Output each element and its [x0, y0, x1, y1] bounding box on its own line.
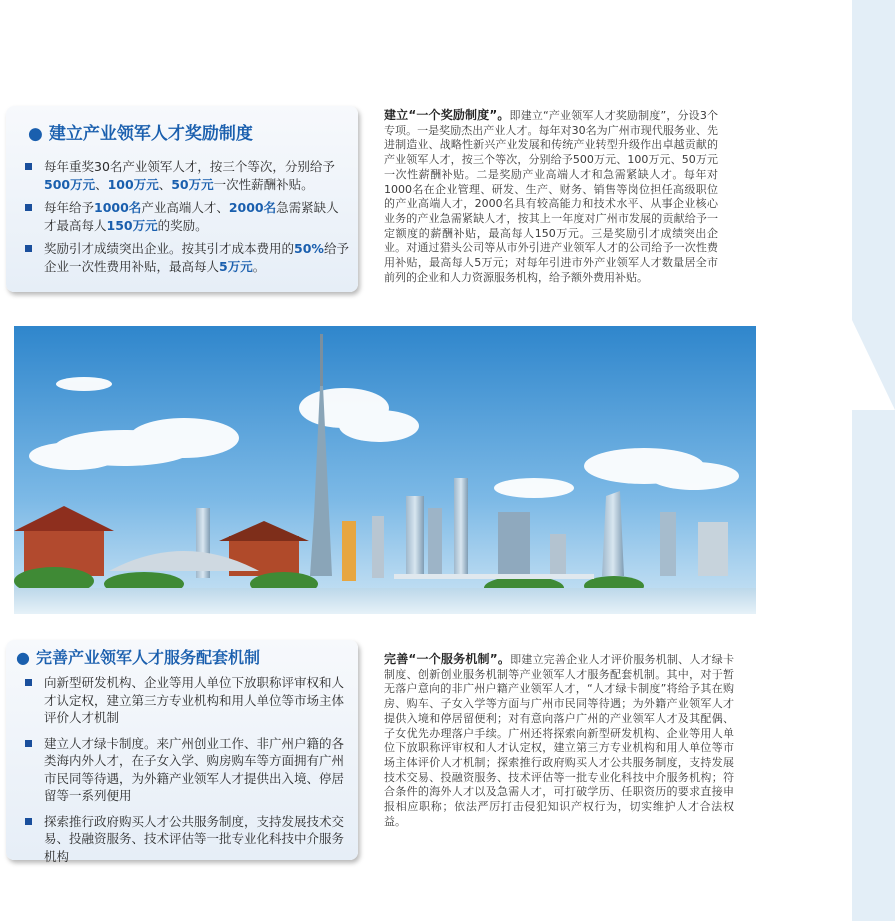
- square-bullet-icon: [25, 163, 32, 170]
- square-bullet-icon: [25, 818, 32, 825]
- card-title: ● 完善产业领军人才服务配套机制: [16, 648, 260, 667]
- bullet-item: [22, 158, 350, 194]
- highlight-text: 100万元: [107, 177, 159, 192]
- highlight-text: 5万元: [219, 259, 253, 274]
- square-bullet-icon: [25, 204, 32, 211]
- bullet-text: 急需紧缺人才最高每人: [44, 200, 339, 233]
- bullet-item: [22, 199, 350, 235]
- bullet-text: 一次性薪酬补贴。: [213, 177, 314, 192]
- square-bullet-icon: [25, 740, 32, 747]
- bullet-text: 、: [95, 177, 108, 192]
- reward-system-paragraph: [384, 108, 718, 285]
- square-bullet-icon: [25, 245, 32, 252]
- paragraph-lead: 建立“一个奖励制度”。: [384, 108, 510, 122]
- bullet-text: 。: [252, 259, 266, 274]
- card-title: ● 建立产业领军人才奖励制度: [28, 124, 253, 144]
- reward-bullet-list: [22, 158, 350, 281]
- bullet-text: 、: [158, 177, 172, 192]
- paragraph-body: 即建立“产业领军人才奖励制度”，分设3个专项。一是奖励杰出产业人才。每年对30名为广州市现代服务业、先进制造业、战略性新兴产业发展和传统产业转型升级作出卓越贡献的产业领军人才，按三个等次，分别给予500万元、100万元、50万元一次性薪酬补贴。二是奖励产业高端人才和急需紧缺人才。每年对1000名在企业管理、研发、生产、财务、销售等岗位担任高级职位的产业高端人才，2000名具有较高能力和技术水平、从事企业核心业务的产业急需紧缺人才，按其上一年度对广州市发展的贡献给予一定额度的薪酬补贴，最高每人150万元。三是奖励引才成绩突出企业。对通过猎头公司等从市外引进产业领军人才的公司给予一次性费用补贴，最高每人5万元；对每年引进市外产业领军人才数量居全市前列的企业和人力资源服务机构，给予额外费用补贴。: [384, 109, 718, 284]
- bullet-text: 探索推行政府购买人才公共服务制度，支持发展技术交易、投融资服务、技术评估等一批专业化科技中介服务机构: [44, 813, 345, 864]
- guangzhou-skyline-image: [14, 326, 756, 614]
- service-mechanism-paragraph: [384, 652, 734, 829]
- bullet-item: [22, 674, 350, 727]
- highlight-text: 1000名: [94, 200, 142, 215]
- bullet-item: [22, 813, 350, 866]
- bullet-text: 产业高端人才、: [141, 200, 229, 215]
- service-bullet-list: [22, 674, 350, 873]
- bullet-dot-icon: ●: [16, 648, 30, 667]
- reward-system-card: [6, 106, 358, 292]
- bullet-text: 建立人才绿卡制度。来广州创业工作、非广州户籍的各类海内外人才，在子女入学、购房购车等方面拥有广州市民同等待遇，为外籍产业领军人才提供出入境、停居留等一系列便用: [44, 735, 345, 803]
- highlight-text: 50%: [294, 241, 324, 256]
- bullet-text: 向新型研发机构、企业等用人单位下放职称评审权和人才认定权，建立第三方专业机构和用人单位等市场主体评价人才机制: [44, 675, 345, 725]
- bullet-text: 给予企业一次性费用补贴，最高每人: [44, 241, 349, 274]
- highlight-text: 150万元: [106, 218, 158, 233]
- bullet-dot-icon: ●: [28, 124, 43, 144]
- square-bullet-icon: [25, 679, 32, 686]
- bullet-text: 的奖励。: [157, 218, 208, 233]
- bullet-item: [22, 735, 350, 805]
- decorative-corner-cut: [852, 320, 895, 410]
- paragraph-body: 即建立完善企业人才评价服务机制、人才绿卡制度、创新创业服务机制等产业领军人才服务配套机制。其中，对于暂无落户意向的非广州户籍产业领军人才，“人才绿卡制度”将给予其在购房、购车、子女入学等方面与广州市民同等待遇；为外籍产业领军人才提供入境和停居留便利；对有意向落户广州的产业领军人才及其配偶、子女优先办理落户手续。广州还将探索向新型研发机构、企业等用人单位下放职称评审权和人才认定权，建立第三方专业机构和用人单位等市场主体评价人才机制；探索推行政府购买人才公共服务制度，支持发展技术交易、投融资服务、技术评估等一批专业化科技中介服务机构；符合条件的海外人才以及急需人才，可打破学历、任职资历的要求直接申报相应职称；依法严厉打击侵犯知识产权行为，切实维护人才合法权益。: [384, 653, 734, 828]
- highlight-text: 2000名: [228, 200, 277, 215]
- service-mechanism-card: [6, 640, 358, 864]
- highlight-text: 50万元: [171, 177, 214, 192]
- decorative-side-strip: [852, 0, 895, 921]
- paragraph-lead: 完善“一个服务机制”。: [384, 652, 511, 666]
- bullet-text: 每年给予: [44, 200, 95, 215]
- highlight-text: 500万元: [44, 177, 96, 192]
- bullet-text: 奖励引才成绩突出企业。按其引才成本费用的: [44, 241, 295, 256]
- bullet-item: [22, 240, 350, 276]
- bullet-text: 每年重奖30名产业领军人才，按三个等次，分别给予: [44, 159, 335, 174]
